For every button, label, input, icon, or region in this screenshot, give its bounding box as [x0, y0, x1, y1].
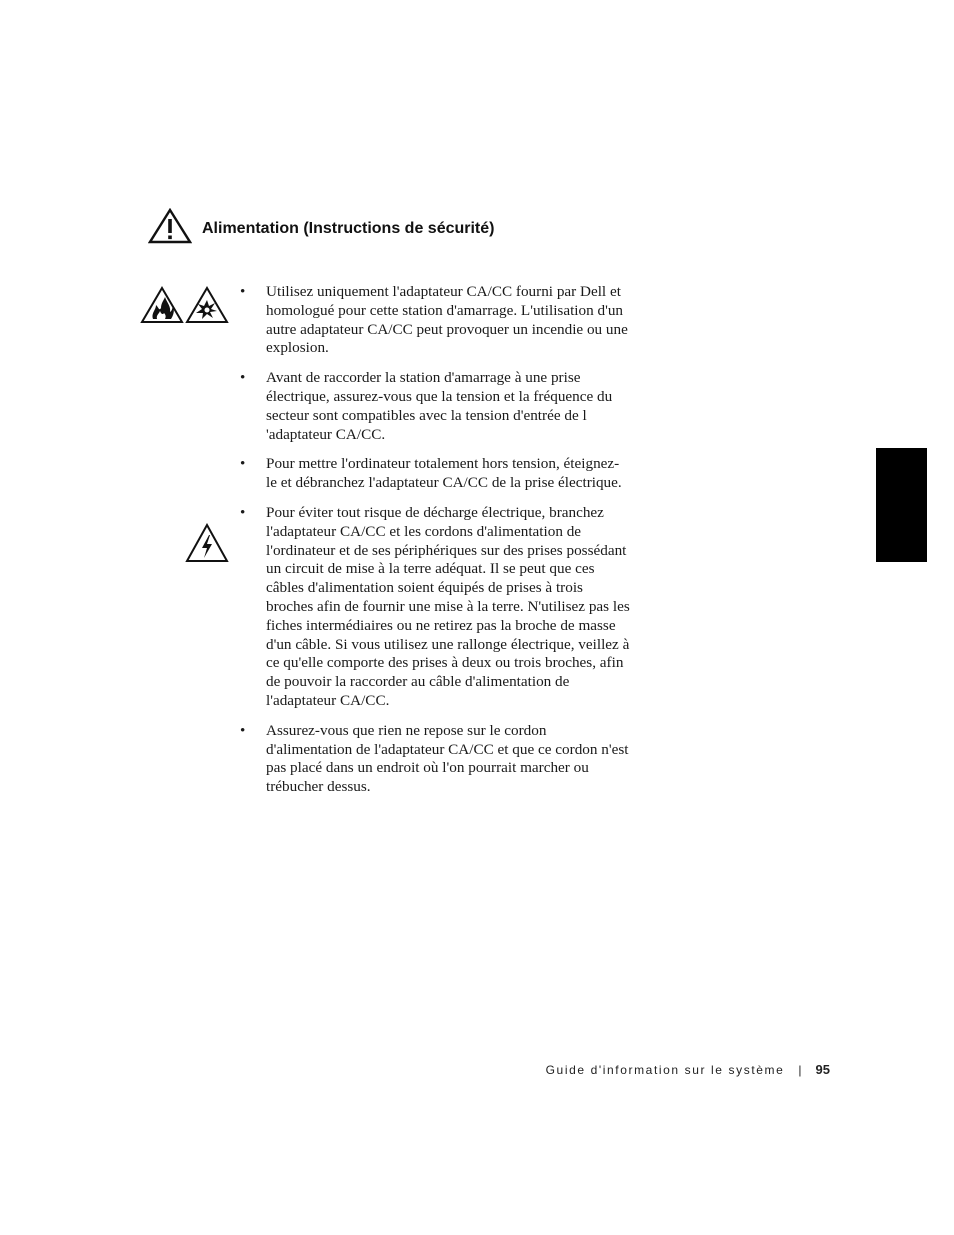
list-item: • Assurez-vous que rien ne repose sur le cordon d'alimentation de l'adaptateur CA/CC et que ce cordon n'est pas placé dans un endroit où l'on pourrait marcher ou trébucher dessus. [240, 722, 630, 797]
list-item: • Avant de raccorder la station d'amarrage à une prise électrique, assurez-vous que la tension et la fréquence du secteur sont compatibles avec la tension d'entrée de l 'adaptateur CA/CC. [240, 369, 630, 444]
chapter-tab [876, 448, 927, 562]
page-number: 95 [815, 1062, 830, 1077]
list-item: • Pour éviter tout risque de décharge électrique, branchez l'adaptateur CA/CC et les cordons d'alimentation de l'ordinateur et de ses périphériques sur des prises possédant un circuit de mise à la terre adéquat. Il se peut que ces câbles d'alimentation soient équipés de prises à trois broches afin de fournir une mise à la terre. N'utilisez pas les fiches intermédiaires ou ne retirez pas la broche de masse d'un câble. Si vous utilisez une rallonge électrique, veillez à ce qu'elle comporte des prises à deux ou trois broches, afin de pouvoir la raccorder au câble d'alimentation de l'adaptateur CA/CC. [240, 504, 630, 711]
section-title: Alimentation (Instructions de sécurité) [202, 219, 495, 237]
safety-list [240, 283, 630, 808]
electric-shock-icon [185, 523, 229, 568]
page-footer [546, 1062, 830, 1077]
section-heading [148, 208, 494, 249]
warning-triangle-icon [148, 208, 192, 249]
fire-hazard-icon [140, 286, 184, 329]
explosion-hazard-icon [185, 286, 229, 329]
footer-separator: | [798, 1062, 802, 1077]
list-item: • Pour mettre l'ordinateur totalement hors tension, éteignez-le et débranchez l'adaptateur CA/CC de la prise électrique. [240, 455, 630, 493]
footer-guide-title: Guide d'information sur le système [545, 1062, 785, 1077]
list-item: • Utilisez uniquement l'adaptateur CA/CC fourni par Dell et homologué pour cette station d'amarrage. L'utilisation d'un autre adaptateur CA/CC peut provoquer un incendie ou une explosion. [240, 283, 630, 358]
